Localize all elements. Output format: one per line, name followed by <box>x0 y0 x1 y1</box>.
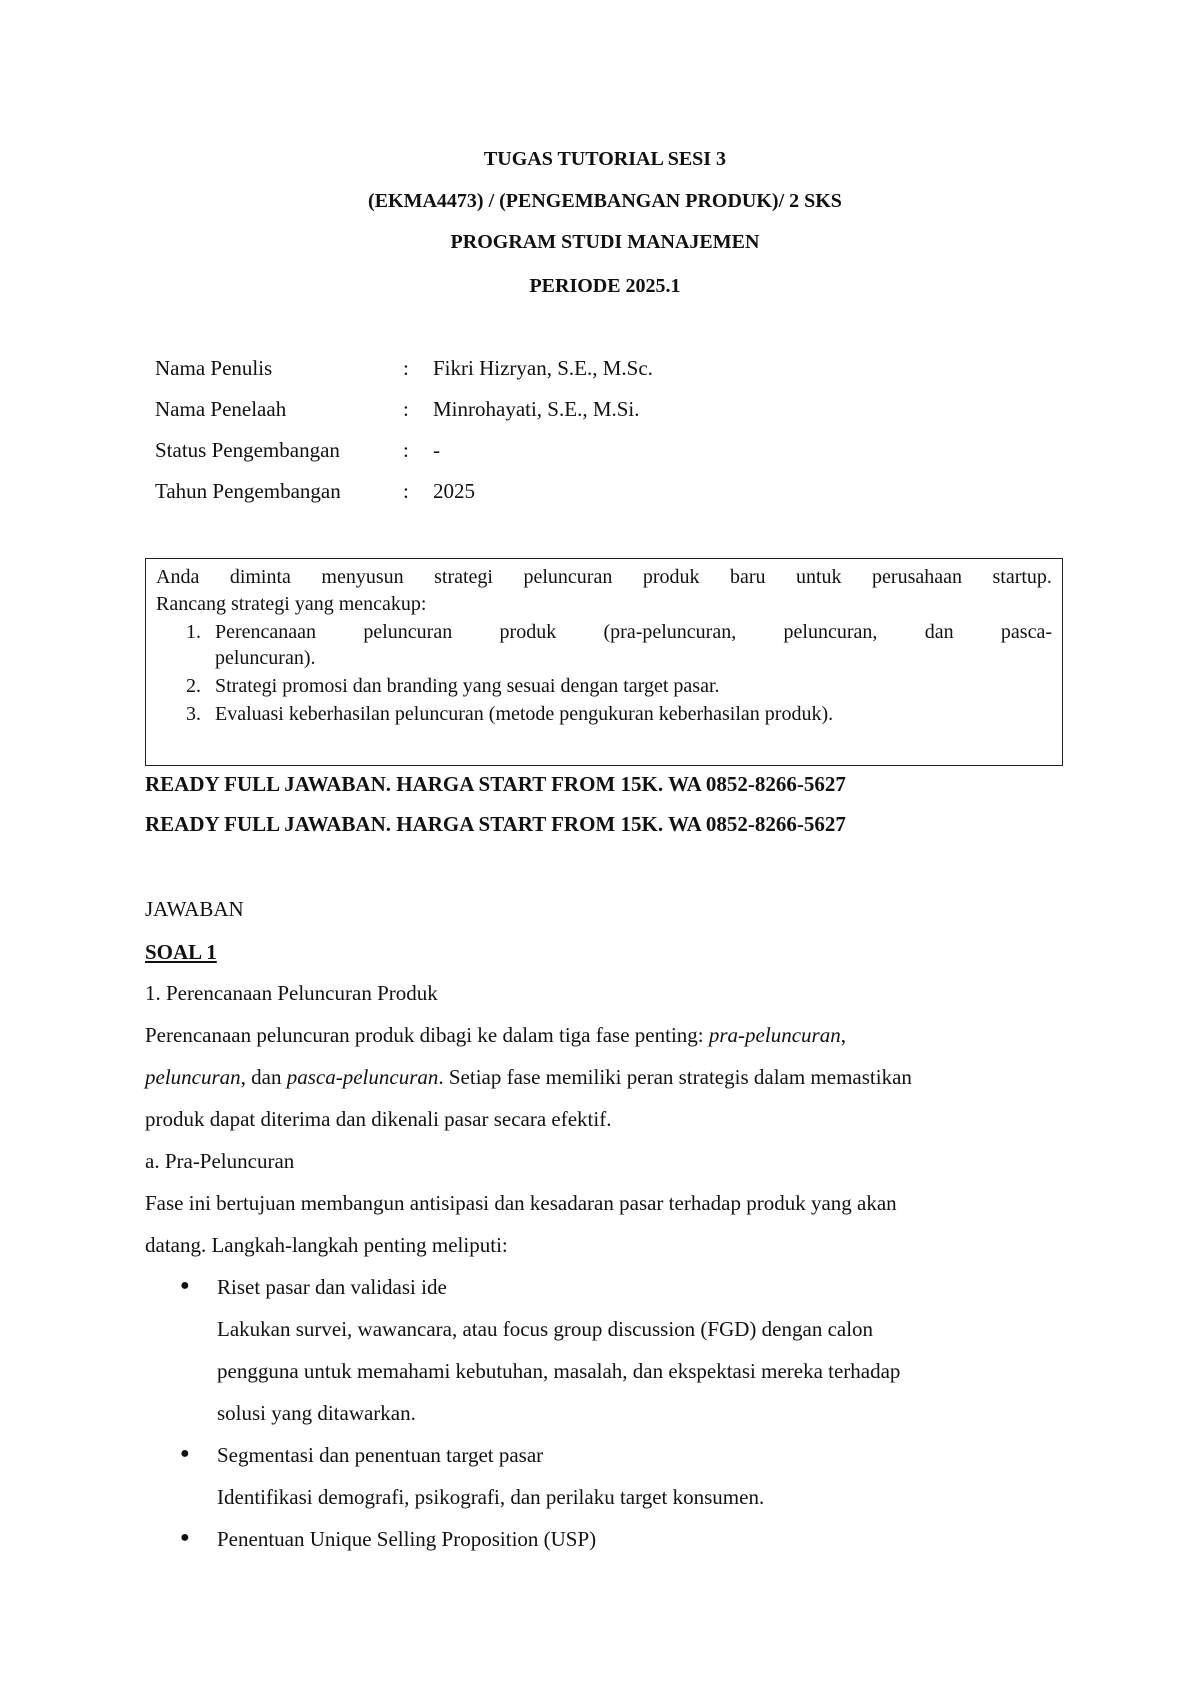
word: baru <box>729 566 766 588</box>
italic-term: pasca-peluncuran <box>286 1065 439 1089</box>
list-item-line-2: peluncuran). <box>215 647 316 669</box>
italic-term: peluncuran <box>145 1065 241 1089</box>
list-item-text: Evaluasi keberhasilan peluncuran (metode pengukuran keberhasilan produk). <box>215 703 834 725</box>
italic-term: pra-peluncuran <box>708 1023 841 1047</box>
bullet-icon: ● <box>180 1529 190 1546</box>
promo-line-1: READY FULL JAWABAN. HARGA START FROM 15K. WA 0852-8266-5627 <box>145 772 846 796</box>
word: strategi <box>434 566 493 588</box>
meta-label: Nama Penelaah <box>155 397 287 421</box>
text: , <box>840 1023 846 1047</box>
bullet-text-line: solusi yang ditawarkan. <box>217 1401 416 1425</box>
text: Perencanaan peluncuran produk dibagi ke dalam tiga fase penting: <box>145 1023 709 1047</box>
bullet-title: Riset pasar dan validasi ide <box>217 1275 447 1299</box>
bullet-title: Penentuan Unique Selling Proposition (USP) <box>217 1527 597 1551</box>
word: peluncuran <box>523 566 613 588</box>
title-line-3: PROGRAM STUDI MANAJEMEN <box>450 231 760 253</box>
paragraph-1-line-1 <box>145 1023 846 1047</box>
section-heading: 1. Perencanaan Peluncuran Produk <box>145 981 438 1005</box>
promo-line-2: READY FULL JAWABAN. HARGA START FROM 15K. WA 0852-8266-5627 <box>145 812 846 836</box>
word: startup. <box>992 566 1052 588</box>
bullet-text-line: Lakukan survei, wawancara, atau focus group discussion (FGD) dengan calon <box>217 1317 874 1341</box>
title-line-2: (EKMA4473) / (PENGEMBANGAN PRODUK)/ 2 SKS <box>368 190 842 212</box>
list-number: 3. <box>186 703 201 725</box>
meta-value: Minrohayati, S.E., M.Si. <box>433 397 640 421</box>
meta-value: - <box>433 438 440 462</box>
text: . Setiap fase memiliki peran strategis dalam memastikan <box>438 1065 912 1089</box>
title-line-4: PERIODE 2025.1 <box>529 275 681 297</box>
meta-label: Tahun Pengembangan <box>155 479 341 503</box>
list-number: 1. <box>186 621 201 643</box>
word: pasca- <box>1000 621 1052 643</box>
list-item-text: Strategi promosi dan branding yang sesuai dengan target pasar. <box>215 675 720 697</box>
title-line-1: TUGAS TUTORIAL SESI 3 <box>483 148 727 170</box>
meta-separator: : <box>403 479 409 503</box>
meta-separator: : <box>403 438 409 462</box>
task-box <box>145 558 1063 766</box>
bullet-text-line: Identifikasi demografi, psikografi, dan perilaku target konsumen. <box>217 1485 765 1509</box>
soal-heading: SOAL 1 <box>145 940 217 964</box>
bullet-icon: ● <box>180 1445 190 1462</box>
word: untuk <box>796 566 842 588</box>
word: Anda <box>156 566 200 588</box>
word: (pra-peluncuran, <box>603 621 737 643</box>
word: Perencanaan <box>215 621 317 643</box>
text: , dan <box>240 1065 287 1089</box>
word: diminta <box>229 566 291 588</box>
list-number: 2. <box>186 675 201 697</box>
meta-separator: : <box>403 356 409 380</box>
word: peluncuran, <box>783 621 878 643</box>
meta-label: Nama Penulis <box>155 356 273 380</box>
word: menyusun <box>321 566 404 588</box>
word: produk <box>499 621 557 643</box>
paragraph-1-line-3: produk dapat diterima dan dikenali pasar secara efektif. <box>145 1107 612 1131</box>
bullet-title: Segmentasi dan penentuan target pasar <box>217 1443 544 1467</box>
word: produk <box>642 566 700 588</box>
list-item-line-1 <box>215 620 1052 644</box>
task-intro-line-1 <box>156 565 1052 589</box>
task-intro-line-2: Rancang strategi yang mencakup: <box>156 593 427 615</box>
paragraph-1-line-2 <box>145 1065 912 1089</box>
paragraph-2-line-1: Fase ini bertujuan membangun antisipasi dan kesadaran pasar terhadap produk yang akan <box>145 1191 897 1215</box>
word: perusahaan <box>872 566 962 588</box>
bullet-text-line: pengguna untuk memahami kebutuhan, masalah, dan ekspektasi mereka terhadap <box>217 1359 901 1383</box>
meta-value: Fikri Hizryan, S.E., M.Sc. <box>433 356 653 380</box>
word: peluncuran <box>363 621 453 643</box>
paragraph-2-line-2: datang. Langkah-langkah penting meliputi: <box>145 1233 508 1257</box>
meta-value: 2025 <box>433 479 475 503</box>
word: dan <box>924 621 954 643</box>
meta-separator: : <box>403 397 409 421</box>
answer-heading: JAWABAN <box>145 897 244 921</box>
subheading-a: a. Pra-Peluncuran <box>145 1149 295 1173</box>
meta-label: Status Pengembangan <box>155 438 340 462</box>
bullet-icon: ● <box>180 1277 190 1294</box>
